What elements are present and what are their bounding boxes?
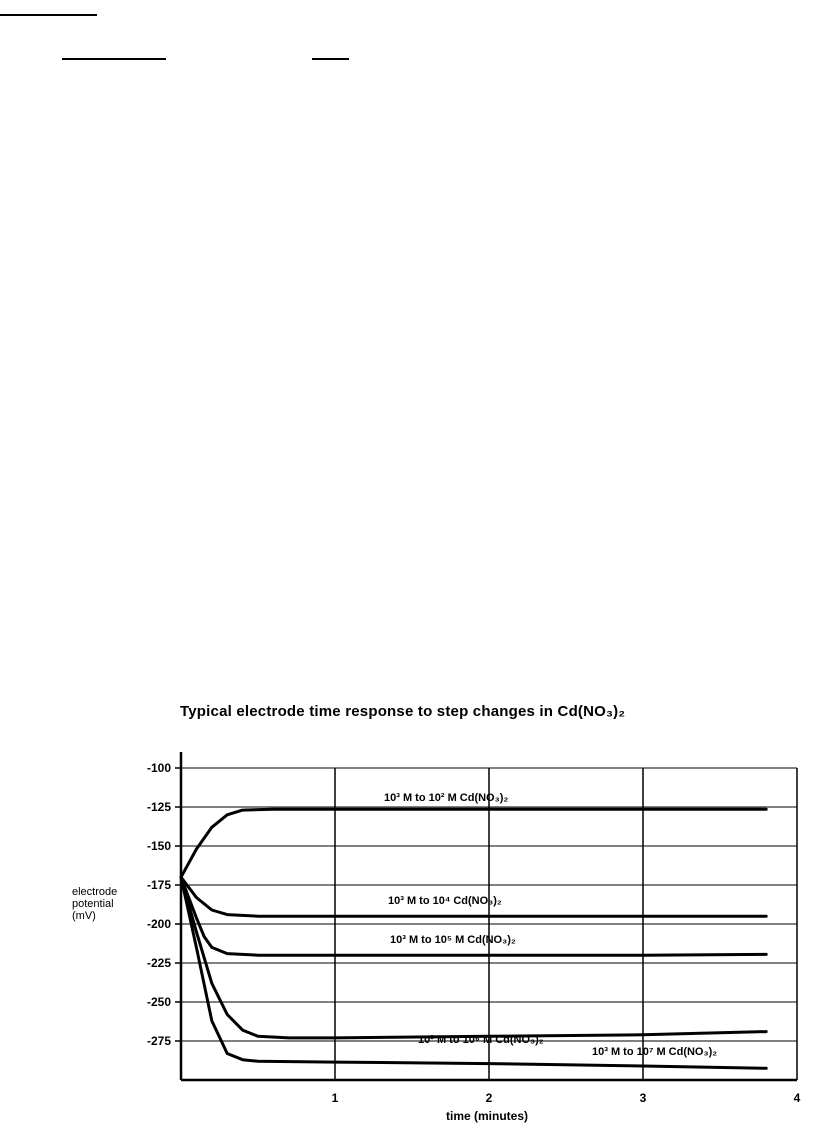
chart-title: Typical electrode time response to step changes in Cd(NO₃)₂ <box>180 703 626 720</box>
y-tick-label: -200 <box>146 917 171 931</box>
y-tick-label: -250 <box>146 995 171 1009</box>
series-label-3: 10³ M to 10⁵ M Cd(NO₃)₂ <box>390 934 516 946</box>
y-tick-label: -275 <box>146 1034 171 1048</box>
x-tick-label: 2 <box>485 1091 493 1105</box>
x-tick-label: 1 <box>331 1091 339 1105</box>
series-line-1 <box>181 809 766 877</box>
series-label-4: 10³ M to 10⁶ M Cd(NO₃)₂ <box>418 1034 544 1046</box>
y-axis-label-line-2: potential <box>72 898 114 910</box>
y-axis-label-line-3: (mV) <box>72 910 96 922</box>
x-tick-label: 3 <box>639 1091 647 1105</box>
y-tick-label: -125 <box>146 800 171 814</box>
series-label-1: 10³ M to 10² M Cd(NO₃)₂ <box>384 792 509 804</box>
series-label-2: 10³ M to 10⁴ Cd(NO₃)₂ <box>388 895 502 907</box>
x-axis-label: time (minutes) <box>446 1109 529 1123</box>
y-tick-label: -100 <box>146 761 171 775</box>
y-tick-label: -175 <box>146 878 171 892</box>
y-tick-label: -225 <box>146 956 171 970</box>
y-axis-label-line-1: electrode <box>72 886 118 898</box>
y-tick-label: -150 <box>146 839 171 853</box>
x-tick-label: 4 <box>793 1091 801 1105</box>
series-label-5: 10³ M to 10⁷ M Cd(NO₃)₂ <box>592 1046 718 1058</box>
